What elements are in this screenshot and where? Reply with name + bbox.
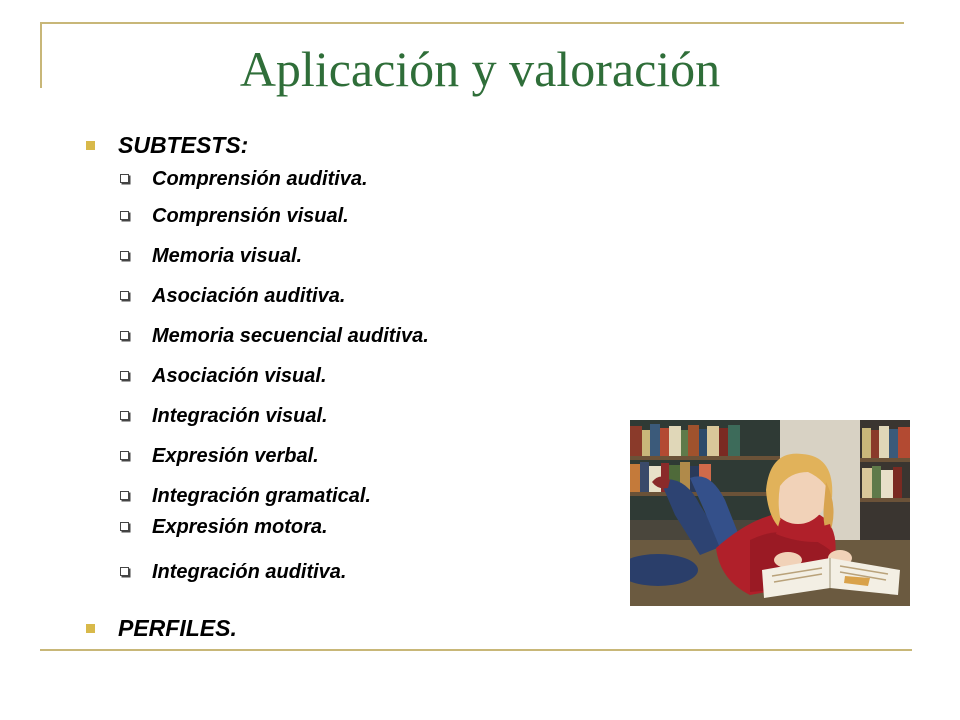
hollow-square-bullet-icon: [120, 331, 129, 340]
subtest-item: Memoria visual.: [152, 245, 303, 267]
slide-title: Aplicación y valoración: [239, 41, 721, 97]
square-bullet-icon: [86, 141, 95, 150]
hollow-square-bullet-icon: [120, 291, 129, 300]
subtest-item: Integración visual.: [152, 405, 328, 427]
subtest-item: Expresión motora.: [152, 516, 328, 538]
hollow-square-bullet-icon: [120, 371, 129, 380]
hollow-square-bullet-icon: [120, 491, 129, 500]
hollow-square-bullet-icon: [120, 567, 129, 576]
bullet-subtests: SUBTESTS:: [118, 132, 249, 158]
hollow-square-bullet-icon: [120, 411, 129, 420]
subtest-item: Integración gramatical.: [152, 485, 371, 507]
hollow-square-bullet-icon: [120, 451, 129, 460]
subtest-item: Asociación auditiva.: [152, 285, 346, 307]
subtest-item: Integración auditiva.: [152, 561, 347, 583]
subtest-item: Comprensión auditiva.: [152, 168, 368, 190]
hollow-square-bullet-icon: [120, 522, 129, 531]
hollow-square-bullet-icon: [120, 211, 129, 220]
hollow-square-bullet-icon: [120, 174, 129, 183]
square-bullet-icon: [86, 624, 95, 633]
subtest-item: Asociación visual.: [152, 365, 327, 387]
bullet-perfiles: PERFILES.: [118, 615, 237, 641]
hollow-square-bullet-icon: [120, 251, 129, 260]
subtest-item: Comprensión visual.: [152, 205, 349, 227]
subtest-item: Memoria secuencial auditiva.: [152, 325, 429, 347]
subtest-item: Expresión verbal.: [152, 445, 319, 467]
girl-reading-photo: [630, 420, 910, 606]
